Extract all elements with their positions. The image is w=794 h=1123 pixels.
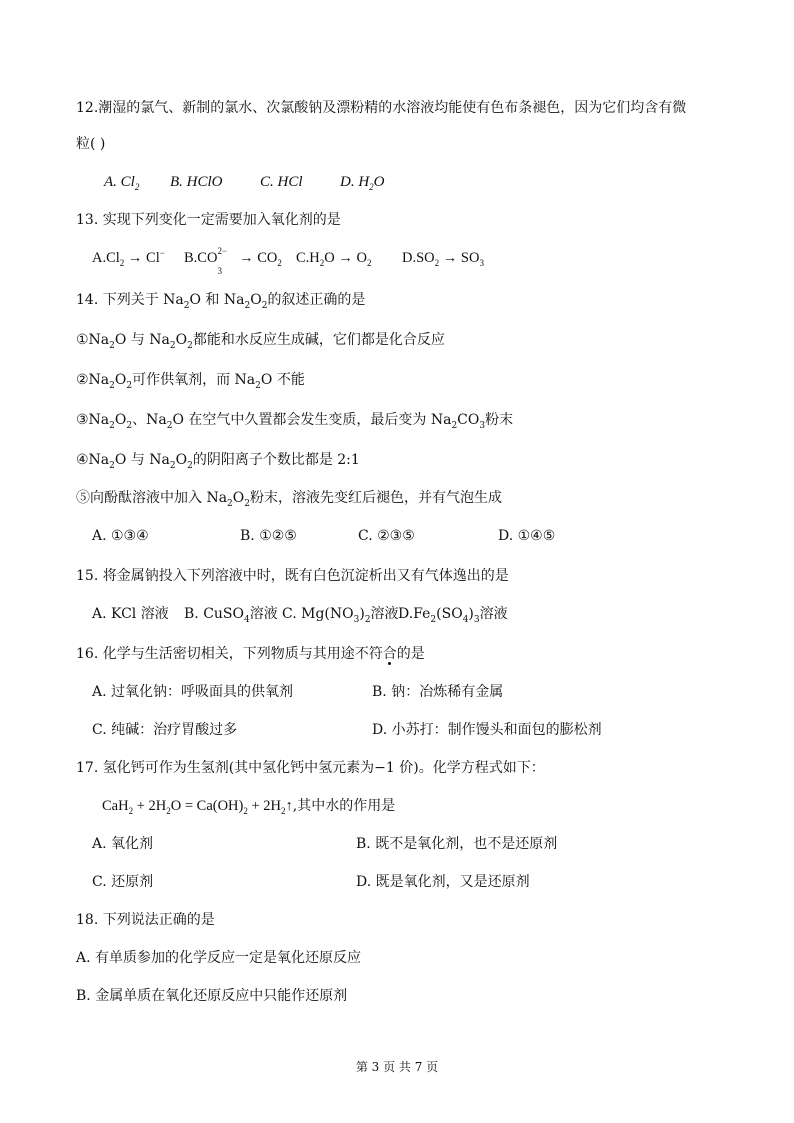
q14-s3-p10: 粉末 bbox=[485, 412, 514, 428]
q13-option-b bbox=[184, 245, 282, 276]
q13-option-a bbox=[92, 248, 165, 268]
q15-stem: 15. 将金属钠投入下列溶液中时，既有白色沉淀析出又有气体逸出的是 bbox=[76, 568, 509, 584]
q13-b-charge: 3 2− bbox=[217, 245, 228, 276]
q13-c-p1: 2 bbox=[319, 257, 325, 268]
q14-s4-p0: ④Na bbox=[76, 452, 110, 468]
q17-eq-p1: 2 bbox=[128, 805, 134, 816]
q13-b-p0: B.CO bbox=[184, 250, 218, 266]
q15-b-p2: 溶液 bbox=[249, 606, 278, 622]
q14-s1-p4: O bbox=[175, 332, 188, 348]
q14-s2-p3: 2 bbox=[126, 380, 133, 391]
q14-s2-p4: 可作供氧剂，而 Na bbox=[132, 372, 256, 388]
q15-d-p5: 3 bbox=[473, 614, 480, 625]
q13-a-p3: − bbox=[159, 248, 165, 259]
q14-stem bbox=[76, 290, 365, 310]
q14-s3-p5: 2 bbox=[166, 420, 173, 431]
q13-d-p0: D.SO bbox=[402, 250, 435, 266]
q14-s1-p0: ①Na bbox=[76, 332, 110, 348]
q12-option-c: C. HCl bbox=[260, 174, 303, 190]
q14-option-b: B. ①②⑤ bbox=[240, 528, 297, 544]
q14-s1-p3: 2 bbox=[169, 340, 176, 351]
q14-s4-p4: O bbox=[175, 452, 188, 468]
q13-c-p2: O → O bbox=[324, 250, 367, 266]
q15-option-d bbox=[398, 604, 508, 624]
q16-stem-emphasis: 合 bbox=[382, 646, 397, 662]
q15-c-p3: 2 bbox=[364, 614, 371, 625]
q14-s2-p5: 2 bbox=[255, 380, 261, 391]
q16-option-c: C. 纯碱：治疗胃酸过多 bbox=[92, 722, 238, 738]
q17-eq-p4: O = Ca(OH) bbox=[170, 798, 244, 814]
q13-a-p0: A.Cl bbox=[92, 250, 120, 266]
q14-s3-p7: 2 bbox=[451, 420, 458, 431]
q17-equation bbox=[102, 796, 395, 816]
q18-stem: 18. 下列说法正确的是 bbox=[76, 912, 215, 928]
q17-eq-p7: 2 bbox=[281, 805, 286, 816]
q12-option-b: B. HClO bbox=[170, 174, 223, 190]
q15-c-p4: 溶液 bbox=[370, 606, 399, 622]
q14-s5-p4: 粉末，溶液先变红后褪色，并有气泡生成 bbox=[250, 490, 502, 506]
q16-stem bbox=[76, 644, 425, 664]
q13-a-p1: 2 bbox=[119, 257, 125, 268]
q13-option-d bbox=[402, 248, 484, 268]
q15-option-c bbox=[282, 604, 399, 624]
q13-d-p3: 3 bbox=[479, 257, 484, 268]
q14-s2-p0: ②Na bbox=[76, 372, 110, 388]
q14-s5-p3: 2 bbox=[244, 498, 250, 509]
q14-s5-p0: ⑤向酚酞溶液中加入 Na bbox=[76, 490, 228, 506]
q17-eq-p3: 2 bbox=[166, 805, 171, 816]
q18-option-a: A. 有单质参加的化学反应一定是氧化还原反应 bbox=[76, 950, 362, 966]
q15-option-b bbox=[184, 604, 278, 624]
q17-eq-tail: ,其中水的作用是 bbox=[292, 798, 396, 814]
q12-stem-line1: 12.潮湿的氯气、新制的氯水、次氯酸钠及漂粉精的水溶液均能使有色布条褪色，因为它们均含有微 bbox=[76, 100, 687, 116]
q15-b-p0: B. CuSO bbox=[184, 606, 244, 622]
q14-s3-p3: 2 bbox=[126, 420, 133, 431]
q13-d-p2: → SO bbox=[439, 250, 480, 266]
q13-option-c bbox=[296, 248, 371, 268]
q13-stem: 13. 实现下列变化一定需要加入氧化剂的是 bbox=[76, 212, 341, 228]
q14-s4-p6: 的阴阳离子个数比都是 2:1 bbox=[192, 452, 360, 468]
q15-c-p1: 3 bbox=[353, 614, 360, 625]
q12-option-a bbox=[104, 172, 139, 192]
q14-s3-p9: 3 bbox=[479, 420, 486, 431]
q14-statement-2 bbox=[76, 370, 305, 390]
page-number-footer: 第 3 页 共 7 页 bbox=[355, 1060, 439, 1074]
q15-c-p0: C. Mg(NO bbox=[282, 606, 354, 622]
q12-opt-a-text: A. Cl bbox=[104, 174, 135, 190]
q14-stem-p6: 的叙述正确的是 bbox=[267, 292, 366, 308]
q14-s3-p4: 、Na bbox=[132, 412, 167, 428]
q16-stem-post: 的是 bbox=[396, 646, 425, 662]
q17-eq-p5: 2 bbox=[243, 805, 248, 816]
q15-d-p0: D.Fe bbox=[398, 606, 431, 622]
q18-option-b: B. 金属单质在氧化还原反应中只能作还原剂 bbox=[76, 988, 348, 1004]
q14-statement-4 bbox=[76, 450, 360, 470]
q14-statement-3 bbox=[76, 410, 513, 430]
q14-s3-p0: ③Na bbox=[76, 412, 110, 428]
q14-s3-p6: O 在空气中久置都会发生变质，最后变为 Na bbox=[172, 412, 452, 428]
q17-eq-p2: + 2H bbox=[133, 798, 167, 814]
q15-d-p6: 溶液 bbox=[479, 606, 508, 622]
q14-s2-p1: 2 bbox=[109, 380, 115, 391]
q12-option-d bbox=[340, 172, 385, 192]
q12-opt-a-sub: 2 bbox=[134, 182, 140, 192]
q14-s3-p2: O bbox=[114, 412, 127, 428]
q14-option-c: C. ②③⑤ bbox=[358, 528, 415, 544]
q12-opt-d-sub: 2 bbox=[369, 182, 374, 192]
q16-option-a: A. 过氧化钠：呼吸面具的供氧剂 bbox=[92, 684, 294, 700]
q14-s1-p2: O 与 Na bbox=[114, 332, 170, 348]
q14-s1-p5: 2 bbox=[187, 340, 193, 351]
q14-s3-p8: CO bbox=[457, 412, 480, 428]
q15-d-p4: ) bbox=[468, 606, 474, 622]
q17-option-a: A. 氧化剂 bbox=[92, 836, 154, 852]
q17-option-c: C. 还原剂 bbox=[92, 874, 154, 890]
q13-b-p4: 2 bbox=[277, 257, 282, 268]
q17-stem: 17. 氢化钙可作为生氢剂(其中氢化钙中氢元素为−1 价)。化学方程式如下： bbox=[76, 760, 545, 776]
q14-stem-p0: 14. 下列关于 Na bbox=[76, 292, 184, 308]
q17-option-b: B. 既不是氧化剂，也不是还原剂 bbox=[356, 836, 558, 852]
q14-s2-p2: O bbox=[114, 372, 127, 388]
q14-s3-p1: 2 bbox=[109, 420, 115, 431]
q14-s2-p6: O 不能 bbox=[260, 372, 305, 388]
q17-option-d: D. 既是氧化剂，又是还原剂 bbox=[356, 874, 530, 890]
q14-s4-p5: 2 bbox=[187, 460, 193, 471]
q14-stem-p4: O bbox=[250, 292, 262, 308]
q14-s5-p1: 2 bbox=[227, 498, 233, 509]
q15-d-p3: 4 bbox=[462, 614, 469, 625]
q14-stem-p5: 2 bbox=[261, 300, 268, 311]
q13-c-p3: 2 bbox=[366, 257, 372, 268]
q14-s4-p1: 2 bbox=[109, 460, 115, 471]
q17-eq-arrow: ↑ bbox=[285, 798, 293, 814]
q14-statement-5 bbox=[76, 488, 502, 508]
q14-s4-p2: O 与 Na bbox=[114, 452, 170, 468]
q13-b-p3: → CO bbox=[235, 250, 278, 266]
q16-stem-pre: 16. 化学与生活密切相关，下列物质与其用途不符 bbox=[76, 646, 383, 662]
q16-option-d: D. 小苏打：制作馒头和面包的膨松剂 bbox=[372, 722, 602, 738]
q14-stem-p1: 2 bbox=[183, 300, 190, 311]
q15-d-p2: (SO bbox=[436, 606, 463, 622]
q12-opt-d-tail: O bbox=[373, 174, 385, 190]
q14-s5-p2: O bbox=[232, 490, 245, 506]
q13-d-p1: 2 bbox=[434, 257, 440, 268]
q14-option-d: D. ①④⑤ bbox=[498, 528, 556, 544]
q15-c-p2: ) bbox=[359, 606, 365, 622]
q13-c-p0: C.H bbox=[296, 250, 320, 266]
q15-d-p1: 2 bbox=[430, 614, 437, 625]
q14-s1-p6: 都能和水反应生成碱，它们都是化合反应 bbox=[192, 332, 445, 348]
q14-s1-p1: 2 bbox=[109, 340, 115, 351]
q13-a-p2: → Cl bbox=[124, 250, 160, 266]
q12-stem-line2: 粒( ) bbox=[76, 136, 106, 152]
q17-eq-p6: + 2H bbox=[247, 798, 282, 814]
q14-option-a: A. ①③④ bbox=[92, 528, 149, 544]
q17-eq-p0: CaH bbox=[102, 798, 129, 814]
q14-s4-p3: 2 bbox=[169, 460, 176, 471]
q14-stem-p3: 2 bbox=[244, 300, 251, 311]
q15-option-a: A. KCl 溶液 bbox=[92, 606, 169, 622]
q15-b-p1: 4 bbox=[244, 614, 250, 625]
q12-opt-d-text: D. H bbox=[340, 174, 370, 190]
q14-statement-1 bbox=[76, 330, 445, 350]
q16-option-b: B. 钠：冶炼稀有金属 bbox=[372, 684, 504, 700]
q14-stem-p2: O 和 Na bbox=[189, 292, 245, 308]
